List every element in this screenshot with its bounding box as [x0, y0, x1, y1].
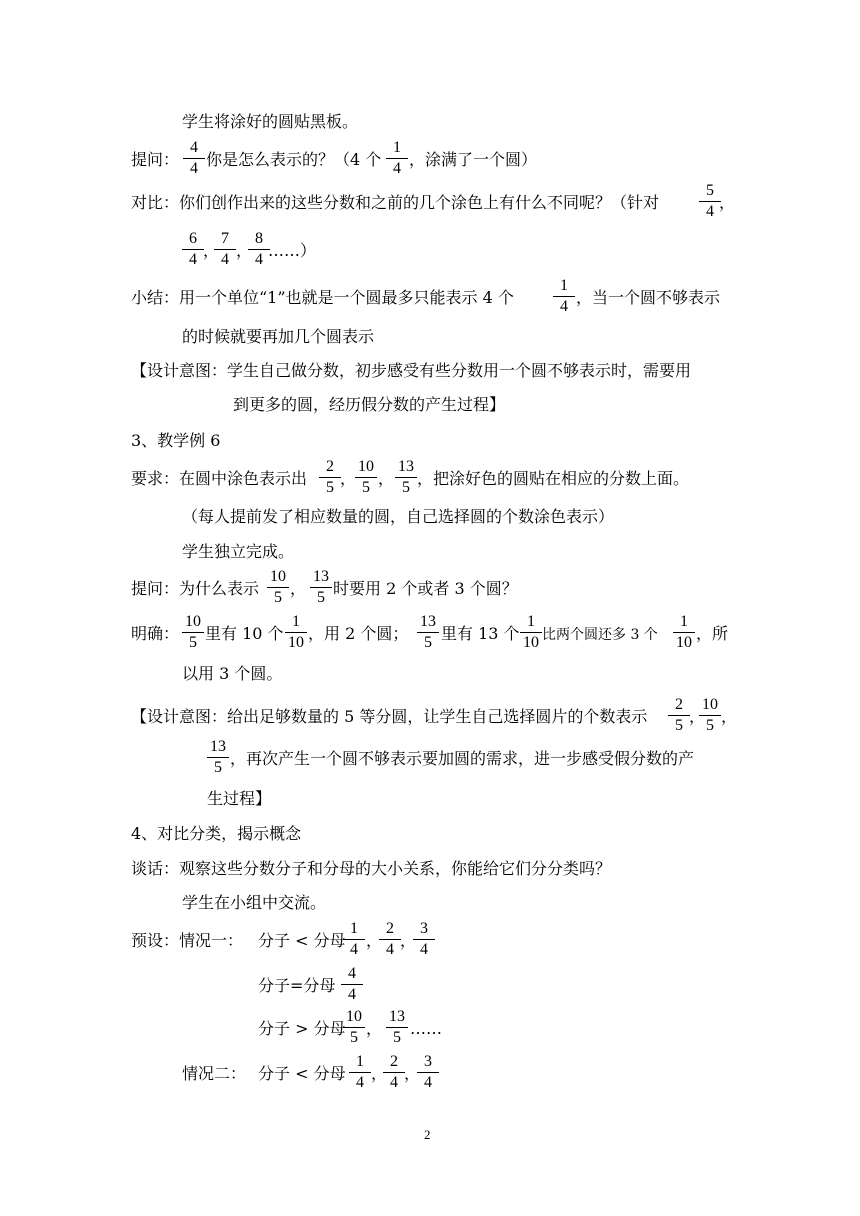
- fraction: 13 5: [207, 738, 229, 777]
- text-line: 时要用 2 个或者 3 个圆？: [333, 579, 518, 598]
- text-line: ，: [290, 579, 307, 598]
- fraction: 2 5: [668, 696, 690, 735]
- text-line: 【设计意图：给出足够数量的 5 等分圆，让学生自己选择圆片的个数表示: [131, 707, 648, 726]
- text-line: ，: [689, 707, 706, 726]
- text-line: 以用 3 个圆。: [182, 664, 283, 683]
- text-line: ，把涂好色的圆贴在相应的分数上面。: [417, 469, 690, 488]
- text-line: ，: [236, 241, 253, 260]
- fraction: 1 10: [285, 613, 307, 652]
- text-line: 比两个圆还多 3 个: [542, 627, 658, 643]
- text-line: 【设计意图：学生自己做分数，初步感受有些分数用一个圆不够表示时，需要用: [131, 361, 692, 380]
- text-line: 学生将涂好的圆贴黑板。: [182, 112, 359, 131]
- text-line: 分子 < 分母: [258, 1064, 346, 1083]
- fraction: 7 4: [214, 230, 236, 269]
- text-line: ，所: [696, 624, 729, 643]
- fraction: 6 4: [182, 230, 204, 269]
- text-line: 生过程】: [207, 789, 272, 808]
- text-line: （每人提前发了相应数量的圆，自己选择圆的个数涂色表示）: [182, 507, 615, 526]
- text-line: ，: [203, 241, 220, 260]
- text-line: ，: [400, 931, 417, 950]
- text-line: 里有 10 个: [205, 624, 284, 643]
- fraction: 13 5: [310, 568, 332, 607]
- text-line: 分子 > 分母: [258, 1019, 346, 1038]
- fraction: 10 5: [267, 568, 289, 607]
- fraction: 2 4: [379, 920, 401, 959]
- text-line: 提问：: [131, 150, 180, 169]
- text-line: 分子 < 分母: [258, 931, 346, 950]
- text-line: 情况二：: [182, 1064, 247, 1083]
- text-line: 明确：: [131, 624, 180, 643]
- fraction: 2 4: [383, 1053, 405, 1092]
- fraction: 2 5: [319, 458, 341, 497]
- fraction: 13 5: [386, 1008, 408, 1047]
- text-line: ……: [410, 1019, 442, 1038]
- fraction: 1 10: [673, 613, 695, 652]
- fraction: 5 4: [699, 182, 721, 221]
- text-line: 4、对比分类，揭示概念: [131, 824, 302, 843]
- text-line: ，: [721, 707, 738, 726]
- fraction: 13 5: [417, 613, 439, 652]
- text-line: ，: [719, 193, 736, 212]
- fraction: 10 5: [699, 696, 721, 735]
- text-line: 到更多的圆，经历假分数的产生过程】: [233, 395, 506, 414]
- fraction: 8 4: [248, 230, 270, 269]
- text-line: 提问：为什么表示: [131, 579, 260, 598]
- page-number: 2: [424, 1127, 431, 1142]
- fraction: 1 4: [553, 277, 575, 316]
- text-line: 预设：情况一：: [131, 931, 244, 950]
- text-line: ，: [378, 469, 395, 488]
- fraction: 10 5: [355, 458, 377, 497]
- text-line: ，用 2 个圆；: [308, 624, 409, 643]
- text-line: ，: [371, 1064, 388, 1083]
- text-line: 3、教学例 6: [131, 431, 221, 450]
- text-line: 学生独立完成。: [182, 542, 295, 561]
- text-line: 谈话：观察这些分数分子和分母的大小关系，你能给它们分分类吗？: [131, 859, 612, 878]
- fraction: 1 10: [520, 613, 542, 652]
- text-line: ，: [366, 1019, 383, 1038]
- text-line: ，再次产生一个圆不够表示要加圆的需求，进一步感受假分数的产: [230, 749, 695, 768]
- text-line: 里有 13 个: [441, 624, 520, 643]
- fraction: 1 4: [343, 920, 365, 959]
- text-line: ，: [404, 1064, 421, 1083]
- fraction: 13 5: [395, 458, 417, 497]
- text-line: 要求：在圆中涂色表示出: [131, 469, 308, 488]
- text-line: ……）: [268, 241, 317, 260]
- text-line: ，: [366, 931, 383, 950]
- fraction: 3 4: [413, 920, 435, 959]
- fraction: 1 4: [349, 1053, 371, 1092]
- fraction: 10 5: [182, 613, 204, 652]
- text-line: ，当一个圆不够表示: [576, 288, 721, 307]
- text-line: ，涂满了一个圆）: [409, 150, 538, 169]
- fraction: 10 5: [343, 1008, 365, 1047]
- text-line: 对比：你们创作出来的这些分数和之前的几个涂色上有什么不同呢？（针对: [131, 193, 660, 212]
- text-line: ，: [340, 469, 357, 488]
- text-line: 你是怎么表示的？（4 个: [206, 150, 382, 169]
- text-line: 学生在小组中交流。: [182, 893, 327, 912]
- text-line: 小结：用一个单位“1”也就是一个圆最多只能表示 4 个: [131, 288, 514, 307]
- text-line: 的时候就要再加几个圆表示: [182, 327, 375, 346]
- fraction: 4 4: [183, 139, 205, 178]
- fraction: 3 4: [417, 1053, 439, 1092]
- text-line: 分子=分母: [258, 976, 336, 995]
- fraction: 4 4: [341, 965, 363, 1004]
- fraction: 1 4: [386, 139, 408, 178]
